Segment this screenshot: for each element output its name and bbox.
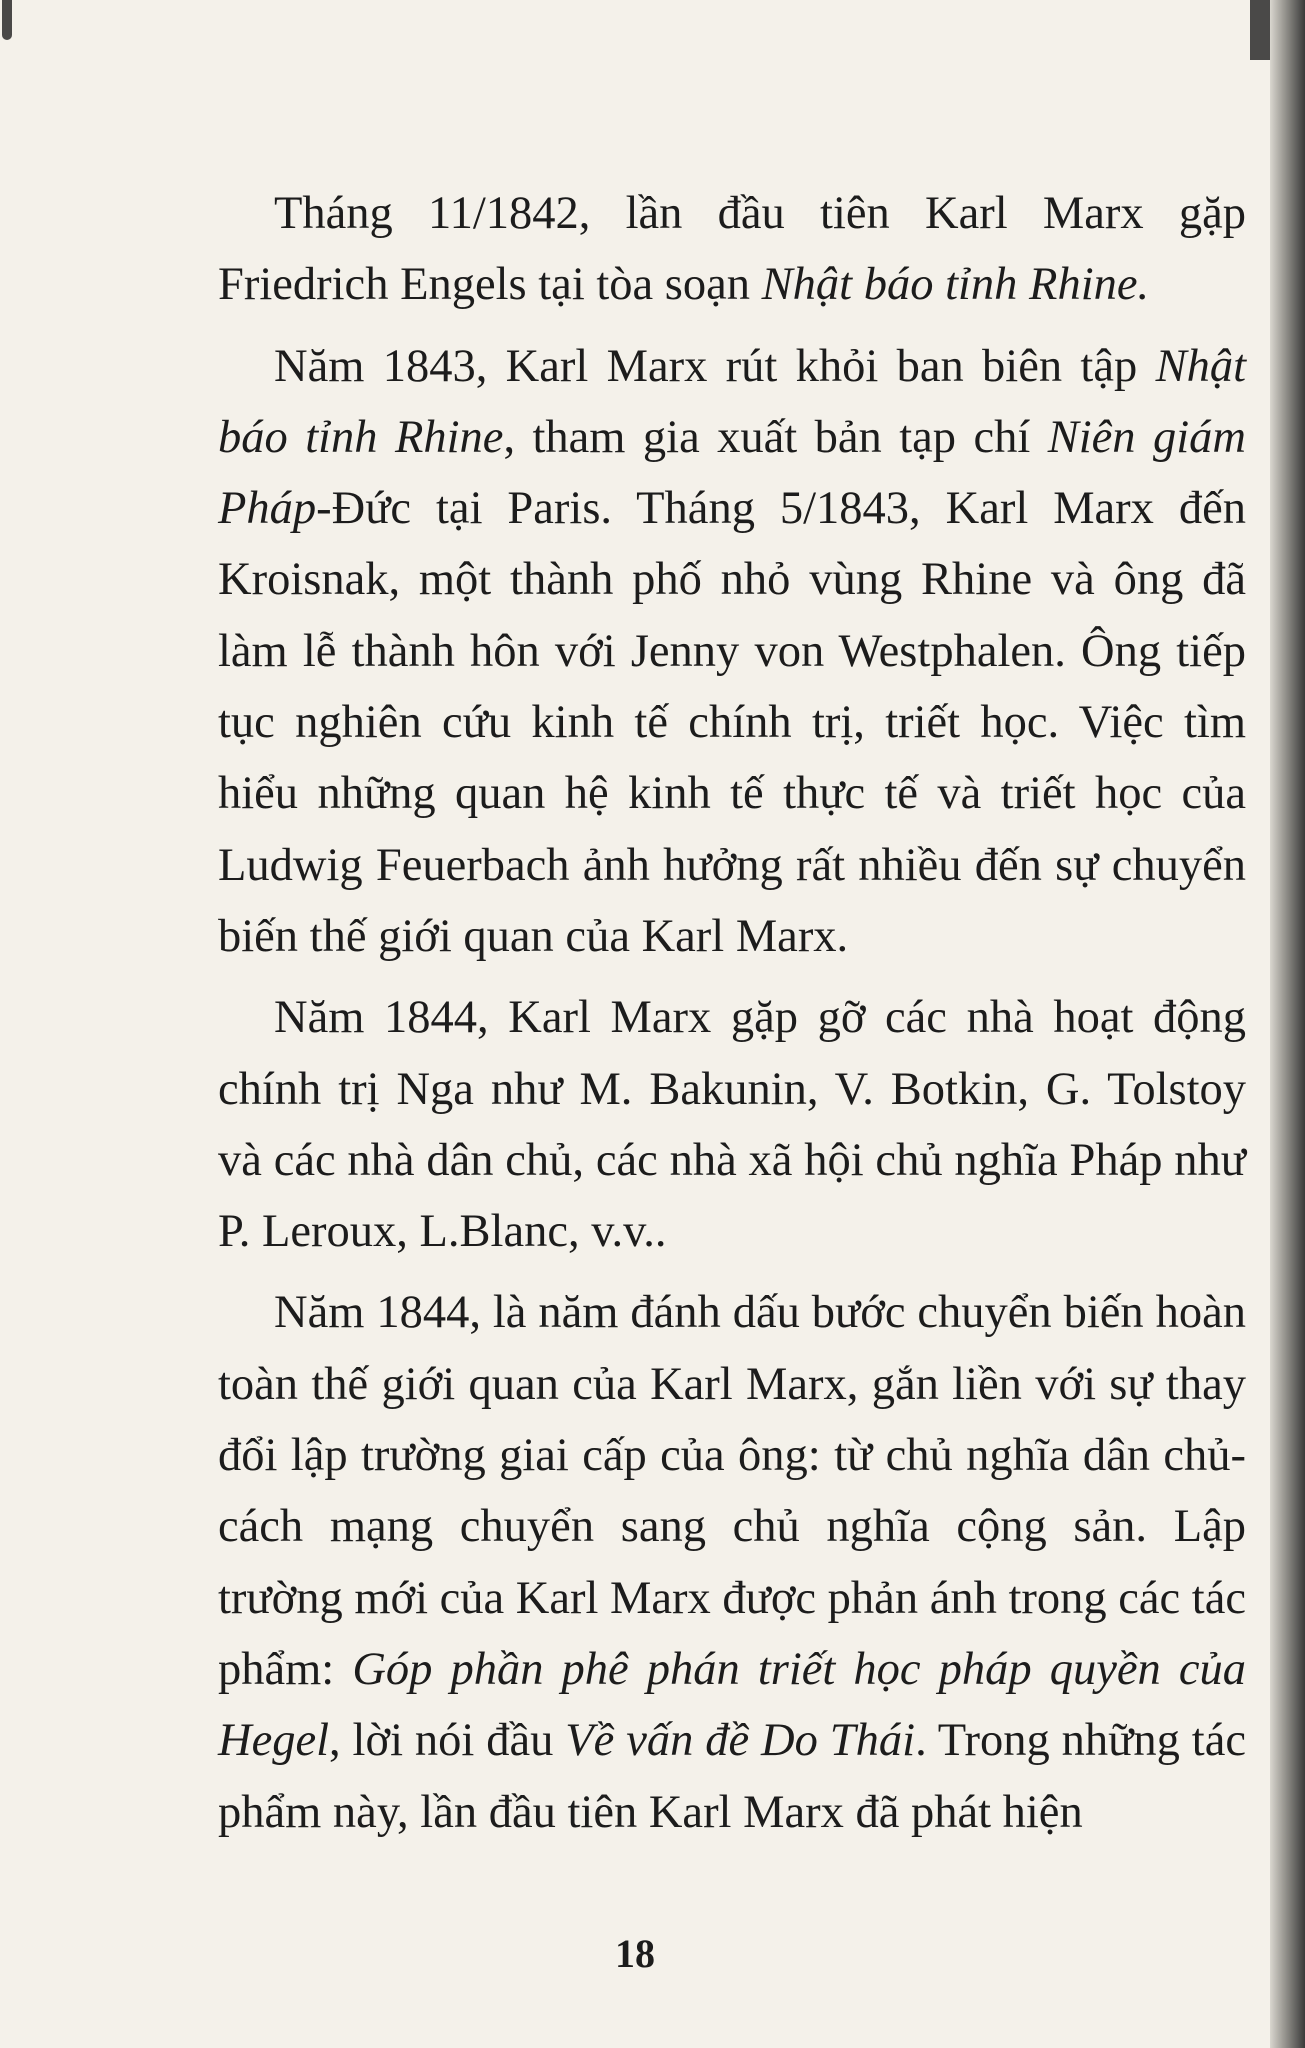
text-run: -Đức tại Paris. Tháng 5/1843, Karl Marx đến Kroisnak, một thành phố nhỏ vùng Rhine và ông đã làm lễ thành hôn với Jenny von Westphalen. Ông tiếp tục nghiên cứu kinh tế chính trị, triết học. Việc tìm hiểu những quan hệ kinh tế thực tế và triết học của Ludwig Feuerbach ảnh hưởng rất nhiều đến sự chuyển biến thế giới quan của Karl Marx.: [218, 483, 1246, 962]
paragraph: [218, 982, 1246, 1267]
text-run: Tháng 11/1842, lần đầu tiên Karl Marx gặp Friedrich Engels tại tòa soạn: [218, 188, 1246, 311]
text-run: , tham gia xuất bản tạp chí: [503, 411, 1048, 463]
text-run: Năm 1843, Karl Marx rút khỏi ban biên tập: [274, 340, 1156, 392]
paragraph: [218, 331, 1246, 973]
italic-title: Nhật báo tỉnh Rhine.: [761, 259, 1150, 311]
italic-title: Góp phần phê phán triết học pháp quyền của Hegel: [218, 1643, 1246, 1767]
text-run: . Trong những tác phẩm này, lần đầu tiên Karl Marx đã phát hiện: [218, 1715, 1246, 1838]
italic-title: Về vấn đề Do Thái: [565, 1715, 916, 1767]
italic-title: Niên giám Pháp: [218, 411, 1246, 535]
italic-title: Nhật báo tỉnh Rhine: [218, 340, 1246, 463]
text-run: Năm 1844, Karl Marx gặp gỡ các nhà hoạt động chính trị Nga như M. Bakunin, V. Botkin, G. Tolstoy và các nhà dân chủ, các nhà xã hội chủ nghĩa Pháp như P. Leroux, L.Blanc, v.v..: [218, 992, 1246, 1258]
text-run: , lời nói đầu: [329, 1715, 566, 1767]
paragraph: [218, 178, 1246, 321]
scan-shadow-right: [1250, 0, 1270, 60]
page-edge-shadow: [1270, 0, 1305, 2048]
paragraph: [218, 1277, 1246, 1847]
text-run: Năm 1844, là năm đánh dấu bước chuyển biến hoàn toàn thế giới quan của Karl Marx, gắn liền với sự thay đổi lập trường giai cấp của ông: từ chủ nghĩa dân chủ-cách mạng chuyển sang chủ nghĩa cộng sản. Lập trường mới của Karl Marx được phản ánh trong các tác phẩm:: [218, 1287, 1246, 1695]
scan-shadow-left: [2, 0, 12, 40]
body-text: [218, 178, 1246, 1858]
page-number: 18: [615, 1931, 655, 1976]
